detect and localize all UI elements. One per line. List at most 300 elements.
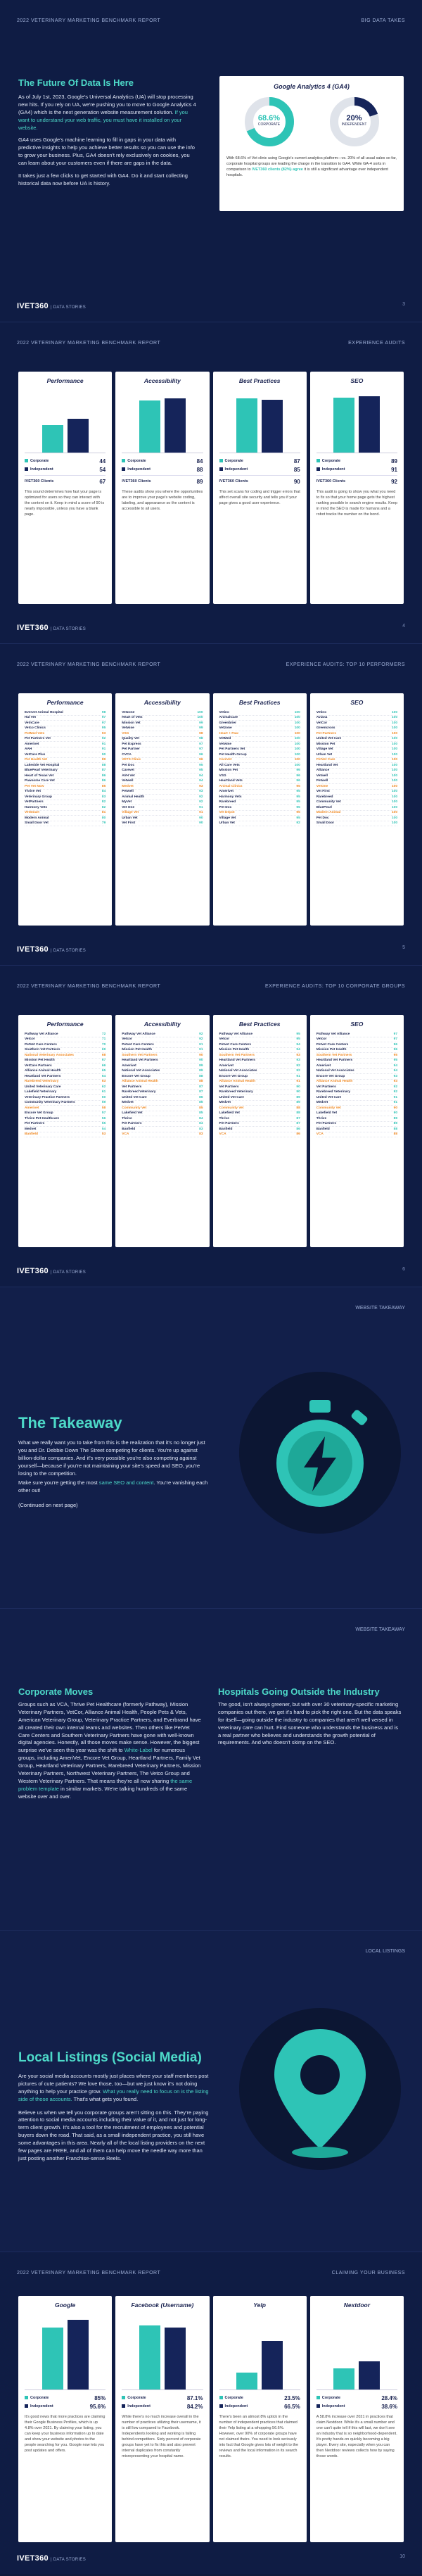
map-pin-icon <box>239 2008 401 2170</box>
legend-value: 84.2% <box>186 2403 203 2410</box>
legend-value: 89 <box>196 478 203 485</box>
list-item <box>316 1127 397 1132</box>
list-item-score: 92 <box>393 1085 397 1089</box>
legend-row <box>25 2394 106 2402</box>
legend-label <box>122 2404 151 2408</box>
donut-value: 20% <box>346 114 362 122</box>
list-item-score: 100 <box>391 811 397 815</box>
list-item-name: Heart of Texas Vet <box>25 774 54 778</box>
list-item-score: 92 <box>296 821 300 826</box>
list-item-score: 90 <box>199 816 203 820</box>
list-item <box>316 1032 397 1037</box>
list-item-score: 88 <box>296 1106 300 1110</box>
list-item <box>316 1063 397 1069</box>
legend-label <box>122 467 151 472</box>
ranking-card <box>18 1015 112 1247</box>
list-item <box>25 805 106 811</box>
listing-cards <box>18 2296 404 2542</box>
list-item-name: Lakefield Vet <box>316 1111 338 1116</box>
list-item-score: 89 <box>393 1116 397 1120</box>
list-item-score: 91 <box>101 742 106 746</box>
legend-value: 38.6% <box>381 2403 397 2410</box>
list-item <box>122 784 203 790</box>
list-item-score: 88 <box>101 763 106 767</box>
list-item-score: 96 <box>296 774 300 778</box>
list-item-score: 91 <box>296 1074 300 1078</box>
list-item-score: 100 <box>391 784 397 788</box>
list-item <box>219 1106 300 1111</box>
list-item-name: Mission Pet <box>316 742 335 746</box>
list-item-name: Amerivet <box>122 1063 136 1068</box>
legend-swatch <box>219 467 223 471</box>
legend-value: 66.5% <box>284 2403 300 2410</box>
list-item <box>122 1090 203 1096</box>
list-item-name: Amerivet <box>219 790 234 794</box>
list-item-name: United Vet Care <box>122 1095 147 1099</box>
list-item <box>25 763 106 769</box>
list-item-score: 100 <box>391 742 397 746</box>
card-title: Performance <box>46 377 84 384</box>
list-item-name: Petvet Care Centers <box>122 1042 154 1047</box>
list-item <box>219 1111 300 1117</box>
list-item <box>219 726 300 732</box>
list-item-score: 100 <box>391 774 397 778</box>
list-item-name: Medvet <box>122 1101 134 1105</box>
card-description: This sound determines how fast your page is optimized for users so they can interact with the content on it. Keep in mind a score of 90 is nearly impossible, unless you have a blank page. <box>25 490 105 517</box>
list-item-score: 100 <box>294 710 300 714</box>
list-item <box>25 1074 106 1080</box>
list-item-score: 95 <box>199 763 203 767</box>
list-item-name: Southern Vet Partners <box>219 1053 255 1057</box>
bar-independent <box>165 2328 186 2389</box>
top-performer-cards <box>18 693 404 926</box>
card-title: Best Practices <box>238 699 281 706</box>
page-number: 3 <box>402 302 405 307</box>
card-title: Facebook (Username) <box>131 2302 194 2309</box>
card-title: Best Practices <box>238 377 281 384</box>
list-item <box>122 731 203 737</box>
list-item <box>25 821 106 827</box>
list-item <box>316 1048 397 1054</box>
list-item <box>25 1122 106 1128</box>
list-item <box>25 747 106 753</box>
list-item <box>25 1127 106 1132</box>
list-item-score: 82 <box>101 800 106 804</box>
list-item-name: Pet Partners <box>316 731 337 735</box>
list-item <box>25 742 106 747</box>
section-label: BIG DATA TAKES <box>361 18 405 23</box>
card-title: Best Practices <box>238 1021 281 1028</box>
list-item-score: 100 <box>197 716 203 720</box>
list-item-score: 95 <box>296 790 300 794</box>
page-takeaway: WEBSITE TAKEAWAY The Takeaway What we really want you to take from this is the realization that it's no longer just you and Dr. Debbie Down The Street competing for clients. You're up against billion-dollar companies. And it's very possible you're also competing against yourself—because if you're not maintaining your site's speed and SEO, you're losing to the competition. Make sure you're getting the most same SEO and content. You're vanishing each other out! (Continued on next page) <box>0 1287 422 1608</box>
list-item-score: 97 <box>101 721 106 725</box>
list-item-name: AnimalCare <box>219 716 238 720</box>
list-item-name: Encore Vet Group <box>122 1074 151 1078</box>
list-item <box>122 747 203 753</box>
list-item <box>25 737 106 743</box>
list-item-name: Pathway Vet Alliance <box>316 1032 350 1036</box>
list-item <box>316 716 397 721</box>
list-item-name: Southern Vet Partners <box>122 1053 158 1057</box>
list-item-score: 90 <box>393 1111 397 1116</box>
list-item <box>219 1053 300 1059</box>
list-item <box>25 1042 106 1048</box>
list-item-name: Banfield <box>316 1127 330 1131</box>
list-item-score: 94 <box>296 1048 300 1052</box>
list-item-score: 87 <box>101 769 106 773</box>
list-item-name: VetMed <box>219 737 231 741</box>
list-item-name: Vetwell <box>316 774 328 778</box>
list-item-score: 91 <box>199 805 203 809</box>
list-item-name: Pet Doc <box>316 816 329 820</box>
list-item-score: 72 <box>101 1032 106 1036</box>
list-item-name: Heartland Vets <box>219 779 243 783</box>
list-item-name: Greencross <box>316 726 335 731</box>
list-item-name: Rarebreed Veterinary <box>122 1090 156 1094</box>
list-item-score: 86 <box>296 1132 300 1137</box>
list-item-name: Medvet <box>122 784 134 788</box>
bar-pair <box>122 389 203 453</box>
bar-corporate <box>236 2373 257 2389</box>
list-item-name: Small Door <box>316 821 335 826</box>
ranking-card <box>310 693 404 926</box>
paragraph: Groups such as VCA, Thrive Pet Healthcare (formerly Pathway), Mission Veterinary Partners, VetCor, Alliance Animal Health, People Pets & Vets, American Veterinary Group, Veterinary Practice Partners, and Everbrand have all created their own internal teams and websites. Then others like PetVet Care Centers and Southern Veterinary Partners have gone with well-known digital agencies. Honestly, all those moves make sense. However, the biggest surprise we've seen this year was the shift to White-Label for numerous groups, including AmeriVet, Encore Vet Group, Heartland Partners, Family Vet Group, Heartland Veterinary Partners, Rarebreed Veterinary Partners, Mission Veterinary Partners, Northwest Veterinary Partners, The Vetco Group and Western Veterinary Partners. That means they're all now sharing the same problem template in similar markets. We're talking hundreds of the same website over and over. <box>18 1701 201 1800</box>
list-item <box>122 1053 203 1059</box>
card-description: While there's no much increase overall in the number of practices utilizing their username, it is still low compared to Facebook. Independents looking and working is falling behind competitors. Sixty percent of corporate groups have yet to fix this and also prevent internal duplicates from constantly misrepresenting your hospital name. <box>122 2415 201 2458</box>
list-item-score: 89 <box>101 758 106 762</box>
list-item <box>122 763 203 769</box>
legend-value: 84 <box>196 457 203 465</box>
page-footer: IVET360 | DATA STORIES 6 <box>17 1267 405 1275</box>
list-item-score: 60 <box>101 1095 106 1099</box>
list-item <box>316 784 397 790</box>
list-item-score: 92 <box>296 1069 300 1073</box>
list-item-score: 97 <box>199 742 203 746</box>
list-item-name: VSG <box>219 774 226 778</box>
ranking-list <box>219 710 300 826</box>
list-item <box>219 1116 300 1122</box>
legend-label <box>219 467 248 472</box>
list-item <box>219 1085 300 1090</box>
list-item <box>25 721 106 726</box>
legend-row <box>25 477 106 486</box>
list-item <box>25 816 106 821</box>
list-item-name: Vet First <box>122 821 136 826</box>
list-item-name: Pet Partners Vet <box>25 737 51 741</box>
legend-label <box>25 467 53 472</box>
list-item <box>316 1059 397 1064</box>
list-item-score: 93 <box>296 1053 300 1057</box>
legend-label <box>316 2404 345 2408</box>
list-item-name: Animal Clinics <box>219 784 243 788</box>
legend-row <box>219 457 300 465</box>
list-item-score: 95 <box>296 816 300 820</box>
list-item <box>122 726 203 732</box>
legend-divider <box>25 475 106 476</box>
list-item-score: 95 <box>296 795 300 799</box>
list-item-name: Amerivet <box>25 1106 39 1110</box>
list-item-name: Veterinary Practice Partners <box>25 1095 70 1099</box>
ranking-list <box>25 710 106 826</box>
list-item-score: 100 <box>391 752 397 757</box>
stopwatch-icon <box>239 1372 401 1534</box>
list-item <box>219 1069 300 1075</box>
list-item-name: VSG <box>122 731 129 735</box>
list-item-score: 95 <box>296 811 300 815</box>
bar-independent <box>359 396 380 453</box>
legend-row <box>122 2394 203 2402</box>
list-item-score: 93 <box>199 790 203 794</box>
paragraph: Believe us when we tell you corporate groups aren't sitting on this. They're paying attention to social media accounts including their value of it, and not just for long-term client growth. It's also a tool for the recruitment of employees and potential buyers down the road. That said, as a small independent practice, you still have some advantages in this area. Nearly all of the local listing providers on the next few pages are FREE, and all of them can help move the needle way more than just posting another Franchise-sense Reels. <box>18 2109 209 2161</box>
list-item-name: Small Door Vet <box>25 821 49 826</box>
list-item <box>25 1048 106 1054</box>
list-item-name: Rarebreed <box>219 800 236 804</box>
list-item-score: 80 <box>101 816 106 820</box>
list-item-score: 95 <box>296 1032 300 1036</box>
legend-swatch <box>25 459 28 462</box>
list-item-name: AVH Vet <box>122 774 135 778</box>
legend-label <box>25 459 49 463</box>
card-description: This audit is going to show you what you need to fix so that your home page gets the highest ranking possible in search engine results. Keep in mind the SEO is made for humans and a robot tracks the number on the bond. <box>316 490 398 517</box>
bar-corporate <box>42 425 63 453</box>
list-item <box>316 763 397 769</box>
list-item-name: Alliance Animal Health <box>122 1080 158 1084</box>
list-item-score: 58 <box>101 1106 106 1110</box>
list-item-name: Alliance <box>316 769 330 773</box>
legend-text: Corporate <box>127 2396 146 2400</box>
list-item-name: Community Vet <box>316 1106 341 1110</box>
bar-independent <box>68 419 89 453</box>
card-title: Nextdoor <box>343 2302 371 2309</box>
list-item-score: 98 <box>101 710 106 714</box>
list-item-name: VetCare Partners <box>25 1063 52 1068</box>
legend-value: 54 <box>99 466 106 473</box>
list-item-score: 97 <box>393 1032 397 1036</box>
donut-value: 68.6% <box>257 114 281 122</box>
list-item-score: 53 <box>101 1132 106 1137</box>
list-item-name: Amerivet <box>219 1063 234 1068</box>
page-footer: IVET360 | DATA STORIES 4 <box>17 624 405 632</box>
list-item <box>25 795 106 800</box>
list-item <box>122 1106 203 1111</box>
list-item-name: United Vet Care <box>316 1095 342 1099</box>
legend-swatch <box>122 459 125 462</box>
list-item-name: Vet Partners <box>122 1085 142 1089</box>
list-item-name: Urban Vet <box>219 821 235 826</box>
list-item-score: 89 <box>296 1095 300 1099</box>
bar-corporate <box>139 400 160 453</box>
legend <box>25 457 106 486</box>
list-item-score: 88 <box>393 1132 397 1137</box>
list-item-name: Animal Health <box>122 795 145 799</box>
list-item-score: 91 <box>393 1095 397 1099</box>
list-item <box>25 769 106 774</box>
list-item <box>122 1111 203 1117</box>
list-item-score: 94 <box>199 774 203 778</box>
list-item-name: Pet Vet Now <box>25 784 44 788</box>
list-item <box>122 774 203 779</box>
list-item-name: Pet Express <box>122 742 141 746</box>
list-item-name: Rarebreed Veterinary <box>316 1090 351 1094</box>
list-item <box>122 779 203 785</box>
list-item-name: AAH <box>25 747 32 752</box>
list-item <box>316 800 397 806</box>
legend-label <box>316 467 345 472</box>
ranking-card <box>115 693 209 926</box>
list-item <box>219 737 300 743</box>
list-item-name: Mission Pet Health <box>316 1048 347 1052</box>
list-item-name: Southern Vet Partners <box>316 1053 352 1057</box>
list-item-score: 100 <box>391 726 397 731</box>
list-item-score: 97 <box>101 716 106 720</box>
list-item <box>219 800 300 806</box>
list-item-score: 89 <box>296 1101 300 1105</box>
bar-independent <box>359 2361 380 2389</box>
list-item <box>316 1101 397 1106</box>
list-item <box>316 747 397 753</box>
legend-row <box>122 477 203 486</box>
list-item-name: Pawsome Care Vet <box>25 779 55 783</box>
list-item <box>316 731 397 737</box>
legend-text: Independent <box>127 467 151 472</box>
list-item-name: Vetcor <box>219 1037 230 1042</box>
list-item <box>122 710 203 716</box>
list-item-name: Vetcor <box>25 1037 35 1042</box>
list-item <box>25 1053 106 1059</box>
legend <box>122 457 203 486</box>
legend-text: Corporate <box>30 2396 49 2400</box>
list-item-score: 86 <box>101 774 106 778</box>
bar-independent <box>262 400 283 453</box>
list-item-name: Village Vet <box>219 816 236 820</box>
list-item <box>219 731 300 737</box>
list-item-name: National Veterinary Associates <box>25 1053 74 1057</box>
list-item-name: Heartland Vet Partners <box>219 1059 255 1063</box>
list-item-name: Thrive Vet <box>25 790 41 794</box>
list-item-name: Pet Doc <box>122 763 135 767</box>
list-item-name: PetVet Care Centers <box>25 1042 57 1047</box>
list-item-score: 92 <box>199 1037 203 1042</box>
list-item-score: 100 <box>391 737 397 741</box>
list-item-name: CareVet <box>219 758 232 762</box>
card-description: There's been an almost 8% uptick in the number of independent practices that claimed their Yelp listing at a whopping 56.6%. However, over 90% of corporate groups have not claimed theirs. You need to look seriously into fact that Google gives lots of weight to the reviews and the local information in its search results. <box>219 2415 299 2458</box>
list-item-name: Pet Health Vet <box>25 758 47 762</box>
card-title: SEO <box>350 699 364 706</box>
list-item-score: 100 <box>294 731 300 735</box>
list-item-score: 96 <box>199 758 203 762</box>
takeaway-title: The Takeaway <box>18 1414 122 1432</box>
legend <box>316 457 397 486</box>
list-item-name: Mission Pet <box>219 769 238 773</box>
list-item <box>219 795 300 800</box>
list-item-name: Village Vet <box>122 811 139 815</box>
list-item <box>219 1074 300 1080</box>
legend-swatch <box>219 2404 223 2408</box>
list-item-score: 71 <box>101 1037 106 1042</box>
list-item-score: 62 <box>101 1085 106 1089</box>
legend-value: 92 <box>391 478 397 485</box>
list-item-name: VCA <box>122 1132 129 1137</box>
donut-label: CORPORATE <box>257 122 281 127</box>
section-title: Hospitals Going Outside the Industry <box>218 1686 380 1697</box>
list-item-name: Southern Vet Partners <box>25 1048 60 1052</box>
list-item <box>25 1080 106 1085</box>
list-item-name: BluePearl <box>316 805 332 809</box>
paragraph: The good, isn't always greener, but with over 30 veterinary-specific marketing companies out there, we get it's hard to pick the right one. But the data speaks for itself—going outside the industry to companies that aren't well versed in veterinary care can hurt. Find someone who understands the business and is a real partner who believes and understands the growth potential of requirements. And who doesn't skimp on the SEO. <box>218 1701 402 1746</box>
list-item-score: 90 <box>199 1053 203 1057</box>
card-title: Accessibility <box>143 699 181 706</box>
list-item-score: 86 <box>199 1095 203 1099</box>
bar-pair <box>25 389 106 453</box>
list-item-name: Mission Pet Health <box>25 1059 55 1063</box>
list-item-score: 95 <box>393 1059 397 1063</box>
footer-logo: IVET360 | DATA STORIES <box>17 302 87 310</box>
list-item <box>25 726 106 732</box>
list-item <box>316 811 397 816</box>
local-title: Local Listings (Social Media) <box>18 2050 202 2065</box>
list-item <box>219 758 300 764</box>
list-item-score: 93 <box>199 784 203 788</box>
list-item-name: Community Vet <box>122 1106 147 1110</box>
list-item-score: 97 <box>393 1037 397 1042</box>
list-item-score: 92 <box>199 795 203 799</box>
list-item-score: 86 <box>296 1127 300 1131</box>
legend-row <box>25 465 106 474</box>
page-header: 2022 VETERINARY MARKETING BENCHMARK REPORT CLAIMING YOUR BUSINESS <box>17 2271 405 2275</box>
list-item <box>316 1122 397 1128</box>
card-title: Yelp <box>253 2302 266 2309</box>
list-item-score: 100 <box>294 747 300 752</box>
bar-pair <box>25 2313 106 2390</box>
list-item <box>25 731 106 737</box>
list-item <box>25 1132 106 1138</box>
list-item <box>25 790 106 795</box>
list-item-name: VETS Clinic <box>122 758 141 762</box>
list-item-name: Medvet <box>25 1127 37 1131</box>
continued-note: (Continued on next page) <box>18 1502 78 1509</box>
donut-independent <box>328 96 381 148</box>
list-item-name: Pet Partners <box>122 1122 142 1126</box>
page-header <box>17 18 405 23</box>
list-item-score: 100 <box>391 758 397 762</box>
legend-swatch <box>316 459 320 462</box>
list-item-score: 89 <box>199 1063 203 1068</box>
legend-label <box>122 2396 146 2400</box>
list-item-name: Pet Partners <box>25 1122 45 1126</box>
legend-swatch <box>316 2404 320 2408</box>
legend-text: Independent <box>127 2404 151 2408</box>
page-moves: WEBSITE TAKEAWAY Corporate Moves Groups such as VCA, Thrive Pet Healthcare (formerly Pathway), Mission Veterinary Partners, VetCor, Alliance Animal Health, People Pets & Vets, American Veterinary Group, Veterinary Practice Partners, and Everbrand have all created their own internal teams and websites. Then others like PetVet Care Centers and Southern Veterinary Partners have gone with well-known digital agencies. Honestly, all those moves make sense. However, the biggest surprise we've seen this year was the shift to White-Label for numerous groups, including AmeriVet, Encore Vet Group, Heartland Partners, Family Vet Group, Heartland Veterinary Partners, Rarebreed Veterinary Partners, Mission Veterinary Partners, Northwest Veterinary Partners, The Vetco Group and Western Veterinary Partners. That means they're all now sharing the same problem template in similar markets. We're talking hundreds of the same website over and over. Hospitals Going Outside the Industry The good, isn't always greener, but with over 30 veterinary-specific marketing companies out there, we get it's hard to pick the right one. But the data speaks for itself—going outside the industry to companies that aren't well versed in veterinary care can hurt. Find someone who understands the business and is a real partner who believes and understands the growth potential of requirements. And who doesn't skimp on the SEO. <box>0 1608 422 1930</box>
legend-row <box>122 465 203 474</box>
listing-card <box>310 2296 404 2542</box>
list-item-score: 95 <box>296 1037 300 1042</box>
list-item-name: VetCor <box>316 721 328 725</box>
list-item-score: 84 <box>199 1116 203 1120</box>
list-item-score: 91 <box>296 1080 300 1084</box>
report-header: 2022 VETERINARY MARKETING BENCHMARK REPORT <box>17 18 161 23</box>
ranking-list <box>316 1032 397 1137</box>
list-item-score: 89 <box>199 1069 203 1073</box>
ranking-list <box>122 1032 203 1137</box>
audit-cards <box>18 372 404 604</box>
list-item-name: Banfield <box>25 1132 38 1137</box>
audit-card <box>310 372 404 604</box>
list-item-name: Community Vet <box>219 1106 244 1110</box>
legend <box>219 2394 300 2411</box>
list-item-score: 100 <box>294 721 300 725</box>
legend-text: Independent <box>321 2404 345 2408</box>
